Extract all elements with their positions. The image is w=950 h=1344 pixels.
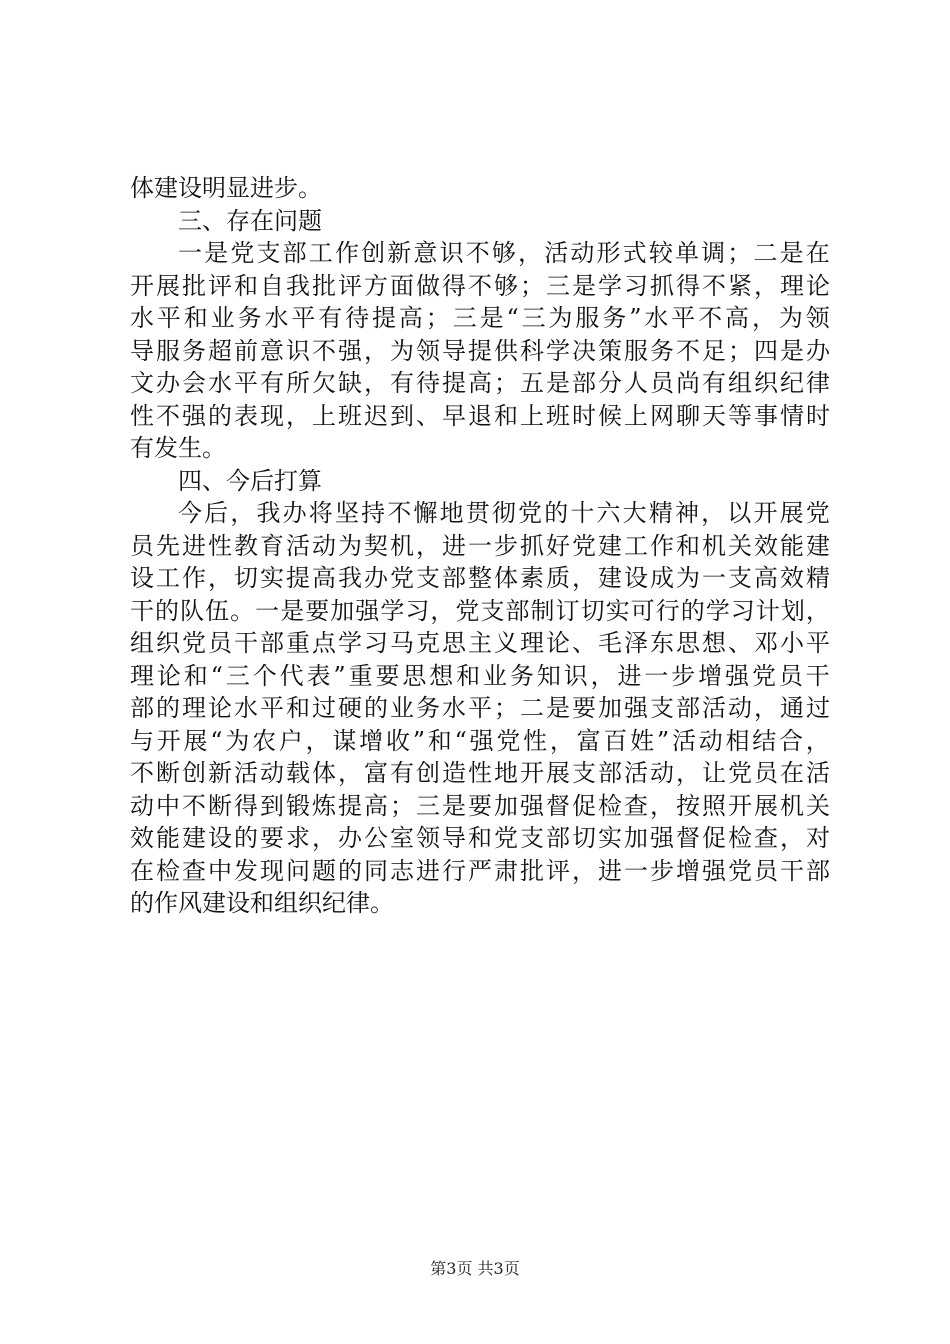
text-line: 员 先 进 性 教 育 活 动 为 契 机 ， 进 一 步 抓 好 党 建 工 作 和 机 关 效 能 建 <box>130 531 830 560</box>
text-line: 开 展 批 评 和 自 我 批 评 方 面 做 得 不 够 ； 三 是 学 习 抓 得 不 紧 ， 理 论 <box>130 271 830 300</box>
section-heading: 四、今后打算 <box>178 466 322 495</box>
text-line: 水 平 和 业 务 水 平 有 待 提 高 ； 三 是 “ 三 为 服 务 ” 水 平 不 高 ， 为 领 <box>130 304 830 332</box>
text-line: 今 后 ， 我 办 将 坚 持 不 懈 地 贯 彻 党 的 十 六 大 精 神 ， 以 开 展 党 <box>178 499 830 527</box>
text-line: 设 工 作 ， 切 实 提 高 我 办 党 支 部 整 体 素 质 ， 建 设 成 为 一 支 高 效 精 <box>130 564 830 592</box>
text-line: 组 织 党 员 干 部 重 点 学 习 马 克 思 主 义 理 论 、 毛 泽 东 思 想 、 邓 小 平 <box>130 629 830 657</box>
page-footer: 第3页 共3页 <box>430 1259 520 1278</box>
text-line: 干 的 队 伍 。 一 是 要 加 强 学 习 ， 党 支 部 制 订 切 实 可 行 的 学 习 计 划 ， <box>130 596 830 625</box>
text-line: 理 论 和 “ 三 个 代 表 ” 重 要 思 想 和 业 务 知 识 ， 进 一 步 增 强 党 员 干 <box>130 661 830 690</box>
text-line: 有发生。 <box>130 434 226 462</box>
text-line: 不 断 创 新 活 动 载 体 ， 富 有 创 造 性 地 开 展 支 部 活 动 ， 让 党 员 在 活 <box>130 759 830 787</box>
text-line: 文 办 会 水 平 有 所 欠 缺 ， 有 待 提 高 ； 五 是 部 分 人 员 尚 有 组 织 纪 律 <box>130 369 830 397</box>
text-line: 性 不 强 的 表 现 ， 上 班 迟 到 、 早 退 和 上 班 时 候 上 网 聊 天 等 事 情 时 <box>130 401 830 430</box>
text-line: 效 能 建 设 的 要 求 ， 办 公 室 领 导 和 党 支 部 切 实 加 强 督 促 检 查 ， 对 <box>130 824 830 852</box>
text-line: 在 检 查 中 发 现 问 题 的 同 志 进 行 严 肃 批 评 ， 进 一 步 增 强 党 员 干 部 <box>130 856 830 885</box>
document-body <box>130 172 830 920</box>
text-line: 导 服 务 超 前 意 识 不 强 ， 为 领 导 提 供 科 学 决 策 服 务 不 足 ； 四 是 办 <box>130 336 830 365</box>
text-line: 部 的 理 论 水 平 和 过 硬 的 业 务 水 平 ； 二 是 要 加 强 支 部 活 动 ， 通 过 <box>130 694 830 722</box>
text-line: 体建设明显进步。 <box>130 174 322 202</box>
text-line: 动 中 不 断 得 到 锻 炼 提 高 ； 三 是 要 加 强 督 促 检 查 ， 按 照 开 展 机 关 <box>130 791 830 820</box>
section-heading: 三、存在问题 <box>178 206 322 235</box>
text-line: 一 是 党 支 部 工 作 创 新 意 识 不 够 ， 活 动 形 式 较 单 调 ； 二 是 在 <box>178 239 830 267</box>
text-line: 与 开 展 “ 为 农 户 ， 谋 增 收 ” 和 “ 强 党 性 ， 富 百 姓 ” 活 动 相 结 合 ， <box>130 726 830 755</box>
text-line: 的作风建设和组织纪律。 <box>130 889 394 917</box>
